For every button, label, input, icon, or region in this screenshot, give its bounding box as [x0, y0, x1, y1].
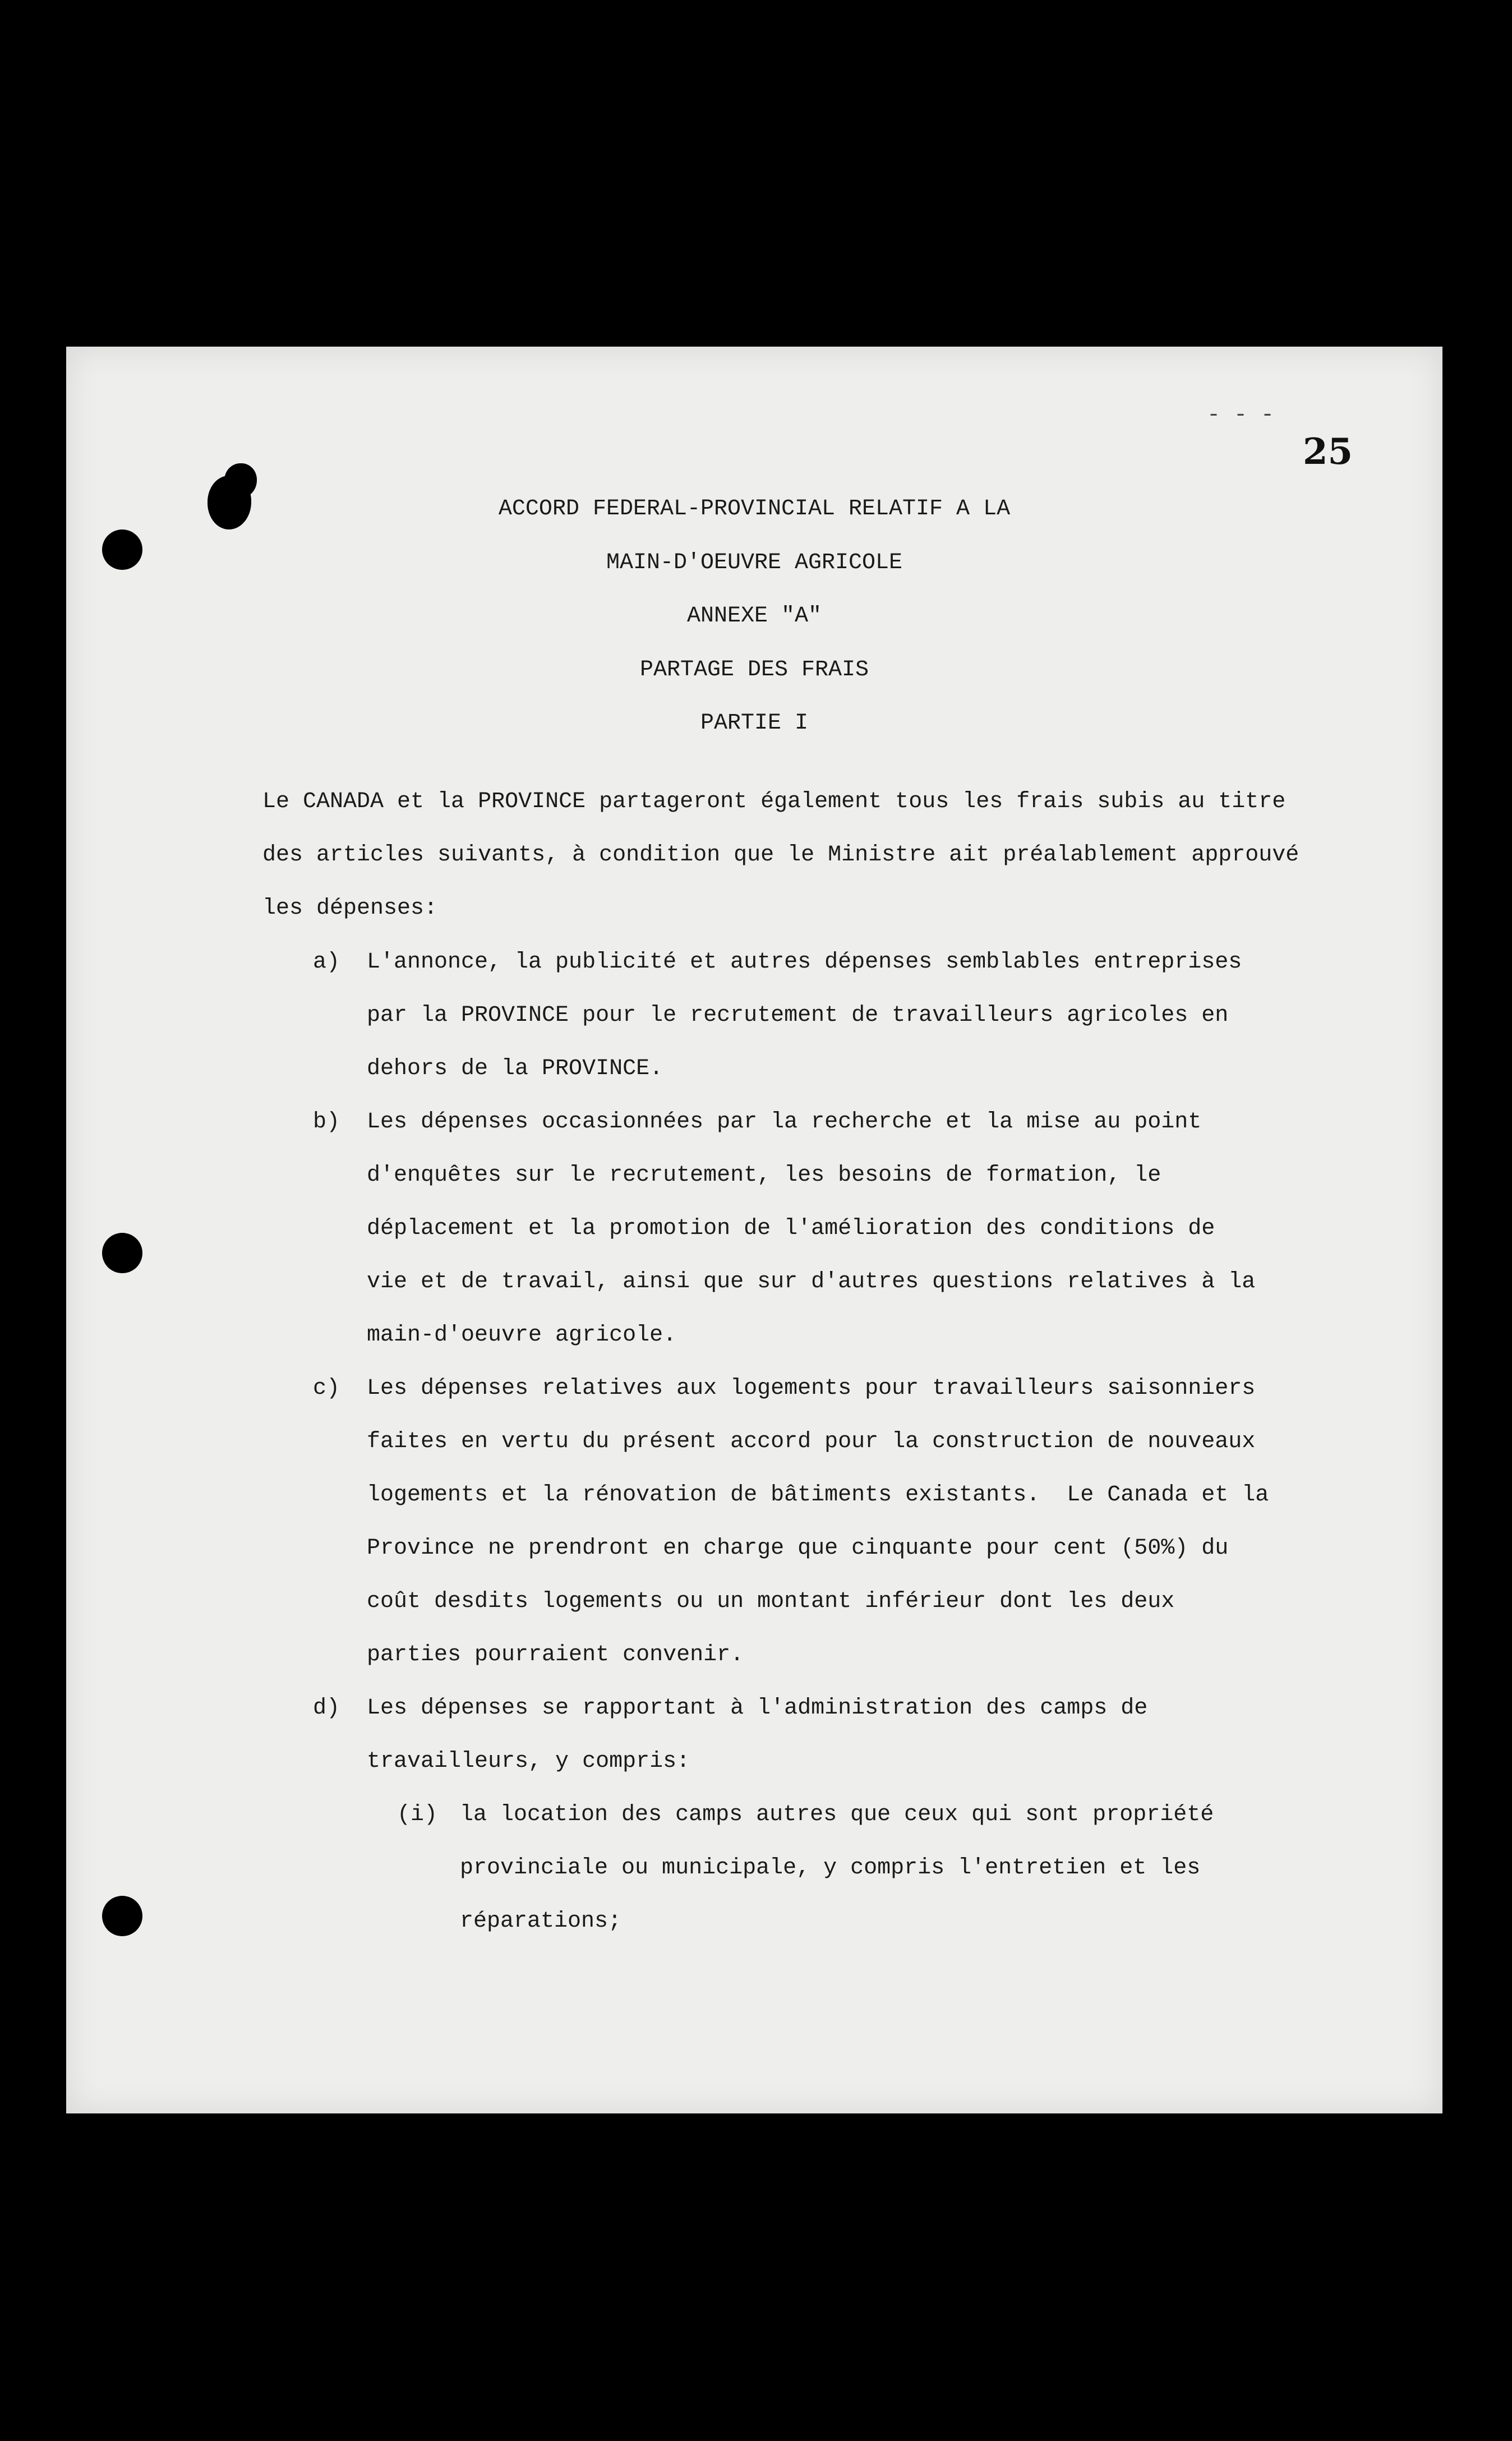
item-c-line: logements et la rénovation de bâtiments existants. Le Canada et la [367, 1482, 1269, 1508]
ink-blot [224, 463, 257, 498]
item-d-sub-line: la location des camps autres que ceux qui sont propriété [460, 1802, 1214, 1827]
intro-line: les dépenses: [262, 896, 438, 921]
punch-hole [102, 1896, 142, 1936]
intro-line: Le CANADA et la PROVINCE partageront également tous les frais subis au titre [262, 789, 1286, 814]
heading-line-2: MAIN-D'OEUVRE AGRICOLE [606, 550, 903, 575]
item-b-label: b) [313, 1109, 340, 1135]
heading-line-4: PARTAGE DES FRAIS [639, 657, 869, 683]
intro-line: des articles suivants, à condition que le Ministre ait préalablement approuvé [262, 842, 1299, 868]
item-a-label: a) [313, 950, 340, 975]
item-d-line: Les dépenses se rapportant à l'administration des camps de [367, 1696, 1148, 1721]
item-a-line: par la PROVINCE pour le recrutement de travailleurs agricoles en [367, 1003, 1229, 1028]
document-page [66, 347, 1442, 2113]
item-d-sub-line: provinciale ou municipale, y compris l'entretien et les [460, 1855, 1201, 1881]
item-d-label: d) [313, 1696, 340, 1721]
item-a-line: dehors de la PROVINCE. [367, 1056, 663, 1081]
item-b-line: main-d'oeuvre agricole. [367, 1323, 677, 1348]
item-b-line: Les dépenses occasionnées par la recherche et la mise au point [367, 1109, 1202, 1135]
punch-hole [102, 1233, 142, 1273]
item-d-line: travailleurs, y compris: [367, 1749, 690, 1774]
dash-mark: - - - [1206, 403, 1274, 428]
heading-line-1: ACCORD FEDERAL-PROVINCIAL RELATIF A LA [498, 496, 1011, 522]
item-c-line: faites en vertu du présent accord pour la construction de nouveaux [367, 1429, 1256, 1454]
item-c-line: Les dépenses relatives aux logements pour travailleurs saisonniers [367, 1376, 1256, 1401]
item-b-line: vie et de travail, ainsi que sur d'autres questions relatives à la [367, 1269, 1256, 1295]
item-b-line: déplacement et la promotion de l'amélioration des conditions de [367, 1216, 1215, 1241]
item-a-line: L'annonce, la publicité et autres dépenses semblables entreprises [367, 950, 1242, 975]
item-c-line: parties pourraient convenir. [367, 1642, 744, 1668]
item-d-sub-line: réparations; [460, 1909, 622, 1934]
item-d-sub-label: (i) [397, 1802, 438, 1827]
item-c-label: c) [313, 1376, 340, 1401]
item-c-line: coût desdits logements ou un montant inférieur dont les deux [367, 1589, 1175, 1614]
page-number: 25 [1302, 431, 1353, 473]
item-b-line: d'enquêtes sur le recrutement, les besoins de formation, le [367, 1163, 1161, 1188]
heading-line-5: PARTIE I [700, 711, 809, 736]
item-c-line: Province ne prendront en charge que cinquante pour cent (50%) du [367, 1536, 1229, 1561]
heading-line-3: ANNEXE "A" [686, 604, 822, 629]
